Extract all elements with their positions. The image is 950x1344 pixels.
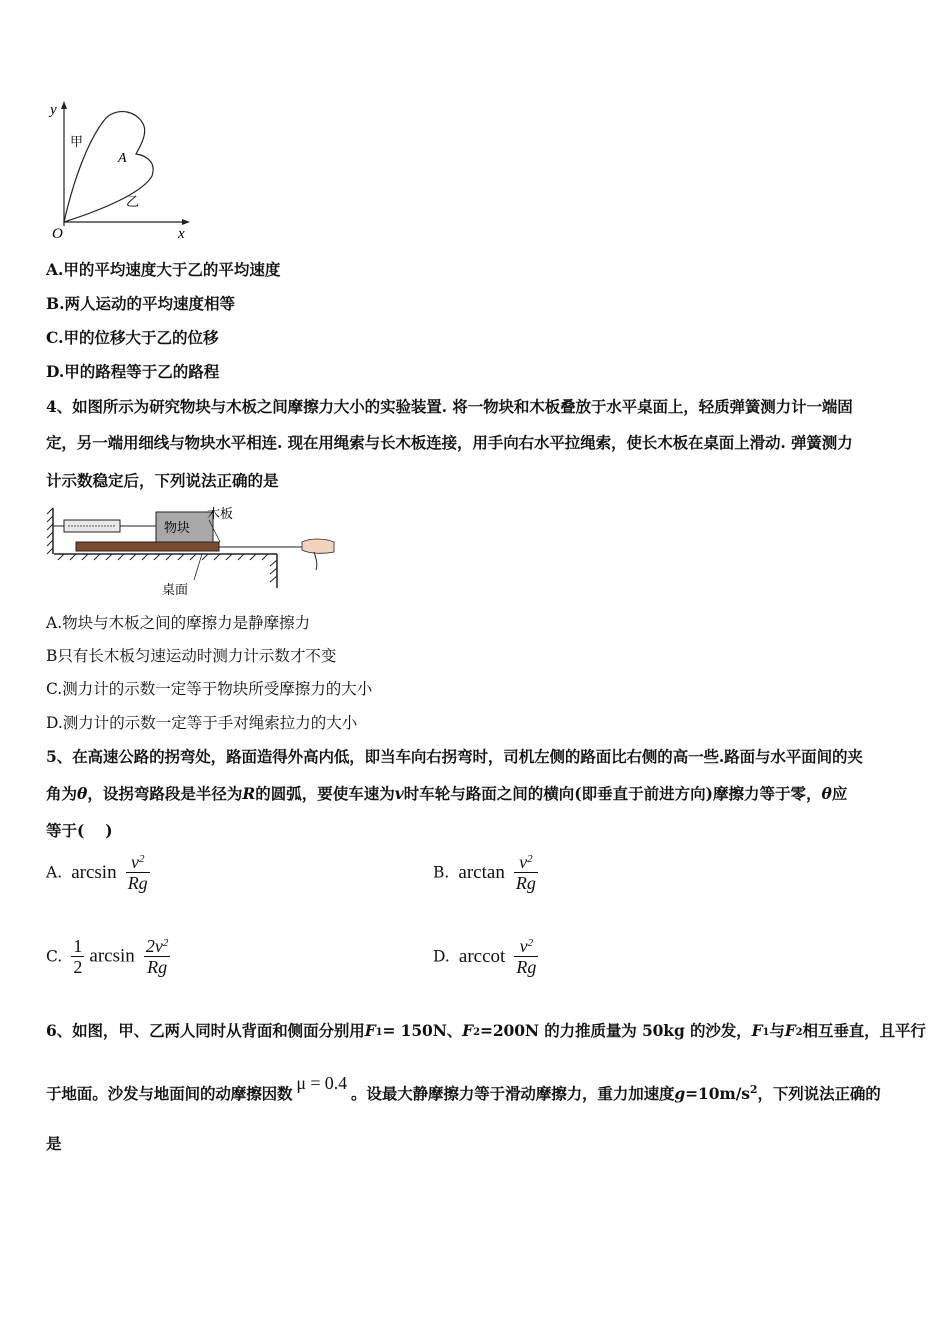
numerator: v bbox=[519, 852, 528, 872]
text: 6、如图，甲、乙两人同时从背面和侧面分别用 bbox=[46, 1021, 365, 1040]
q3-option-c: C.甲的位移大于乙的位移 bbox=[46, 328, 219, 347]
g-symbol: g bbox=[674, 1084, 686, 1103]
friction-apparatus-figure bbox=[44, 504, 340, 600]
text: ，下列说法正确的 bbox=[757, 1084, 881, 1103]
q5-option-b bbox=[433, 852, 538, 893]
x-axis-label: x bbox=[178, 226, 185, 242]
denominator: Rg bbox=[127, 873, 148, 893]
text: 与 bbox=[769, 1021, 785, 1040]
table-label: 桌面 bbox=[162, 583, 189, 598]
block-label: 物块 bbox=[164, 521, 191, 536]
jia-label: 甲 bbox=[70, 135, 84, 150]
exponent: 2 bbox=[162, 937, 169, 949]
numerator: v bbox=[519, 936, 528, 956]
theta-symbol: θ bbox=[77, 784, 88, 803]
text: =200N 的力推质量为 50kg 的沙发， bbox=[479, 1021, 752, 1040]
f1-symbol: F bbox=[364, 1021, 376, 1040]
option-label: B. bbox=[433, 863, 450, 882]
text: = 150N、 bbox=[382, 1021, 463, 1040]
f2-symbol: F bbox=[462, 1021, 474, 1040]
q4-option-a: A.物块与木板之间的摩擦力是静摩擦力 bbox=[46, 614, 311, 632]
numerator: 1 bbox=[73, 936, 83, 956]
fraction bbox=[126, 852, 150, 893]
origin-label: O bbox=[52, 226, 63, 242]
q6-stem-line1 bbox=[46, 1020, 926, 1042]
text: 应 bbox=[831, 784, 848, 803]
trajectory-figure bbox=[44, 98, 204, 244]
text: =10m/s bbox=[685, 1084, 750, 1103]
q5-option-a bbox=[46, 852, 150, 893]
q5-stem-line3: 等于( ) bbox=[46, 821, 113, 840]
exponent: 2 bbox=[527, 853, 533, 865]
f2-symbol: F bbox=[784, 1021, 796, 1040]
subscript: 2 bbox=[795, 1027, 803, 1038]
numerator: v bbox=[130, 852, 139, 872]
option-label: D. bbox=[433, 947, 450, 966]
option-label: A. bbox=[46, 863, 63, 882]
function-name: arcsin bbox=[89, 945, 135, 967]
q4-stem-line1: 4、如图所示为研究物块与木板之间摩擦力大小的实验装置. 将一物块和木板叠放于水平桌面上，轻质弹簧测力计一端固 bbox=[46, 397, 853, 416]
mu-formula: μ = 0.4 bbox=[296, 1073, 348, 1093]
subscript: 2 bbox=[473, 1027, 480, 1038]
v-symbol: v bbox=[394, 784, 404, 803]
q6-stem-line3: 是 bbox=[46, 1134, 62, 1153]
denominator: Rg bbox=[515, 873, 536, 893]
q3-option-a: A.甲的平均速度大于乙的平均速度 bbox=[46, 260, 281, 279]
function-name: arccot bbox=[458, 945, 506, 967]
fraction bbox=[144, 936, 171, 977]
text: 时车轮与路面之间的横向(即垂直于前进方向)摩擦力等于零， bbox=[403, 784, 822, 803]
text: 于地面。沙发与地面间的动摩擦因数 bbox=[46, 1084, 293, 1103]
denominator: Rg bbox=[144, 956, 171, 977]
q4-option-b: B只有长木板匀速运动时测力计示数才不变 bbox=[46, 647, 337, 665]
board-label: 木板 bbox=[207, 507, 234, 522]
subscript: 1 bbox=[762, 1027, 770, 1038]
q4-stem-line3: 计示数稳定后，下列说法正确的是 bbox=[46, 471, 279, 490]
q4-option-c: C.测力计的示数一定等于物块所受摩擦力的大小 bbox=[46, 680, 373, 698]
q6-stem-line2 bbox=[46, 1073, 881, 1105]
f1-symbol: F bbox=[751, 1021, 763, 1040]
subscript: 1 bbox=[375, 1027, 383, 1038]
q4-stem-line2: 定，另一端用细线与物块水平相连. 现在用绳索与长木板连接，用手向右水平拉绳索，使长木板在桌面上滑动. 弹簧测力 bbox=[46, 433, 853, 452]
exponent: 2 bbox=[749, 1083, 758, 1096]
q5-stem-line2 bbox=[46, 783, 847, 805]
exponent: 2 bbox=[138, 853, 145, 865]
text: 的圆弧，要使车速为 bbox=[255, 784, 395, 803]
point-a-label: A bbox=[118, 151, 127, 166]
q3-option-b: B.两人运动的平均速度相等 bbox=[46, 294, 235, 313]
q3-option-d: D.甲的路程等于乙的路程 bbox=[46, 362, 220, 381]
yi-label: 乙 bbox=[126, 195, 140, 210]
q5-option-d bbox=[433, 936, 538, 977]
numerator: 2v bbox=[145, 936, 163, 956]
fraction bbox=[514, 936, 538, 977]
q4-option-d: D.测力计的示数一定等于手对绳索拉力的大小 bbox=[46, 714, 358, 732]
text: 。设最大静摩擦力等于滑动摩擦力，重力加速度 bbox=[351, 1084, 675, 1103]
option-label: C. bbox=[46, 947, 63, 966]
text: 相互垂直，且平行 bbox=[802, 1021, 926, 1040]
fraction bbox=[514, 852, 538, 893]
function-name: arcsin bbox=[71, 861, 117, 883]
denominator: 2 bbox=[73, 957, 83, 977]
q5-option-c bbox=[46, 936, 170, 977]
q5-stem-line1: 5、在高速公路的拐弯处，路面造得外高内低，即当车向右拐弯时，司机左侧的路面比右侧的高一些.路面与水平面间的夹 bbox=[46, 747, 863, 766]
function-name: arctan bbox=[458, 861, 505, 883]
r-symbol: R bbox=[242, 784, 256, 803]
text: ，设拐弯路段是半径为 bbox=[87, 784, 243, 803]
y-axis-label: y bbox=[50, 102, 57, 118]
theta-symbol: θ bbox=[821, 784, 832, 803]
text: 角为 bbox=[46, 784, 78, 803]
exponent: 2 bbox=[527, 937, 534, 949]
denominator: Rg bbox=[516, 957, 537, 977]
coefficient-fraction bbox=[71, 936, 84, 977]
